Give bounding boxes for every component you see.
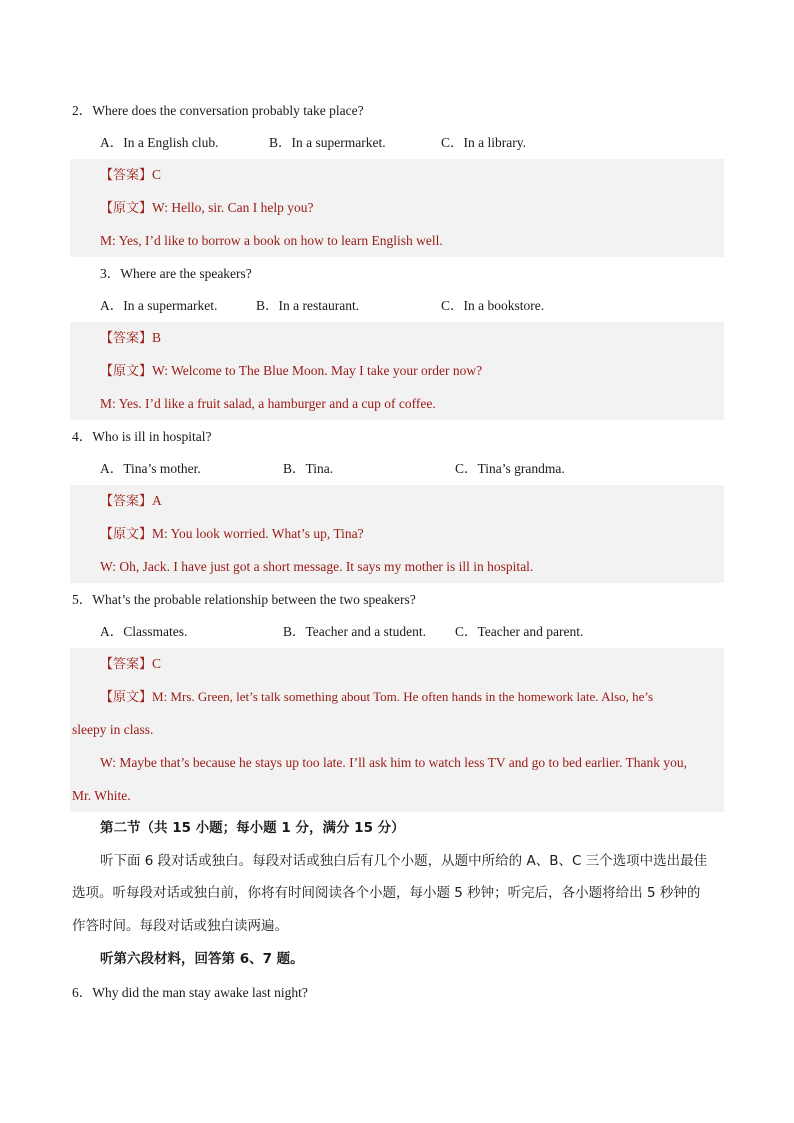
option-a: A．In a English club. bbox=[100, 135, 219, 150]
option-b: B．In a supermarket. bbox=[269, 135, 386, 150]
transcript-line-1: 【原文】W: Hello, sir. Can I help you? bbox=[100, 200, 314, 216]
option-c: C．Teacher and parent. bbox=[455, 624, 584, 639]
answer-value: A bbox=[152, 493, 162, 508]
transcript-line-3: W: Maybe that’s because he stays up too late. I’ll ask him to watch less TV and go to bed earlier. Thank you, bbox=[100, 755, 687, 770]
answer-value: C bbox=[152, 167, 162, 182]
option-a: A．Tina’s mother. bbox=[100, 461, 201, 476]
answer-label: 【答案】 bbox=[100, 331, 153, 346]
answer-line bbox=[100, 654, 161, 675]
transcript-label: 【原文】 bbox=[100, 690, 153, 705]
option-b: B．In a restaurant. bbox=[256, 298, 360, 313]
option-b: B．Teacher and a student. bbox=[283, 624, 427, 639]
option-a: A．In a supermarket. bbox=[100, 298, 218, 313]
transcript-label: 【原文】 bbox=[100, 527, 153, 542]
material-heading: 听第六段材料，回答第 6、7 题。 bbox=[100, 951, 304, 967]
answer-value: C bbox=[152, 656, 162, 671]
transcript-line-1: 【原文】M: You look worried. What’s up, Tina? bbox=[100, 526, 364, 542]
transcript-line-2: M: Yes. I’d like a fruit salad, a hamburger and a cup of coffee. bbox=[100, 396, 436, 411]
answer-label: 【答案】 bbox=[100, 494, 153, 509]
option-b: B．Tina. bbox=[283, 461, 334, 476]
answer-label: 【答案】 bbox=[100, 168, 153, 183]
transcript-line-1: 【原文】W: Welcome to The Blue Moon. May I take your order now? bbox=[100, 363, 483, 379]
transcript-line-2: W: Oh, Jack. I have just got a short message. It says my mother is ill in hospital. bbox=[100, 559, 534, 574]
question-2: 2．Where does the conversation probably take place? bbox=[72, 103, 364, 118]
option-a: A．Classmates. bbox=[100, 624, 188, 639]
answer-box-3 bbox=[70, 322, 724, 420]
answer-box-2 bbox=[70, 159, 724, 257]
transcript-label: 【原文】 bbox=[100, 201, 153, 216]
answer-label: 【答案】 bbox=[100, 657, 153, 672]
question-4: 4．Who is ill in hospital? bbox=[72, 429, 212, 444]
answer-line bbox=[100, 165, 161, 186]
answer-box-5 bbox=[70, 648, 724, 812]
question-3: 3．Where are the speakers? bbox=[100, 266, 252, 281]
answer-line bbox=[100, 491, 162, 512]
instructions-line-1: 听下面 6 段对话或独白。每段对话或独白后有几个小题，从题中所给的 A、B、C 三个选项中选出最佳 bbox=[100, 853, 708, 869]
transcript-label: 【原文】 bbox=[100, 364, 153, 379]
option-c: C．Tina’s grandma. bbox=[455, 461, 565, 476]
transcript-line-1: 【原文】M: Mrs. Green, let’s talk something about Tom. He often hands in the homework late. Also, he’s bbox=[100, 689, 654, 705]
transcript-line-2: M: Yes, I’d like to borrow a book on how to learn English well. bbox=[100, 233, 443, 248]
section-heading: 第二节（共 15 小题；每小题 1 分，满分 15 分） bbox=[100, 820, 405, 836]
question-5: 5．What’s the probable relationship between the two speakers? bbox=[72, 592, 416, 607]
answer-value: B bbox=[152, 330, 162, 345]
question-6: 6．Why did the man stay awake last night? bbox=[72, 985, 308, 1000]
option-c: C．In a library. bbox=[441, 135, 526, 150]
option-c: C．In a bookstore. bbox=[441, 298, 545, 313]
instructions-line-3: 作答时间。每段对话或独白读两遍。 bbox=[72, 918, 288, 934]
answer-line bbox=[100, 328, 161, 349]
answer-box-4 bbox=[70, 485, 724, 583]
instructions-line-2: 选项。听每段对话或独白前，你将有时间阅读各个小题，每小题 5 秒钟；听完后，各小题将给出 5 秒钟的 bbox=[72, 885, 701, 901]
transcript-line-4: Mr. White. bbox=[72, 788, 131, 803]
transcript-line-2: sleepy in class. bbox=[72, 722, 154, 737]
